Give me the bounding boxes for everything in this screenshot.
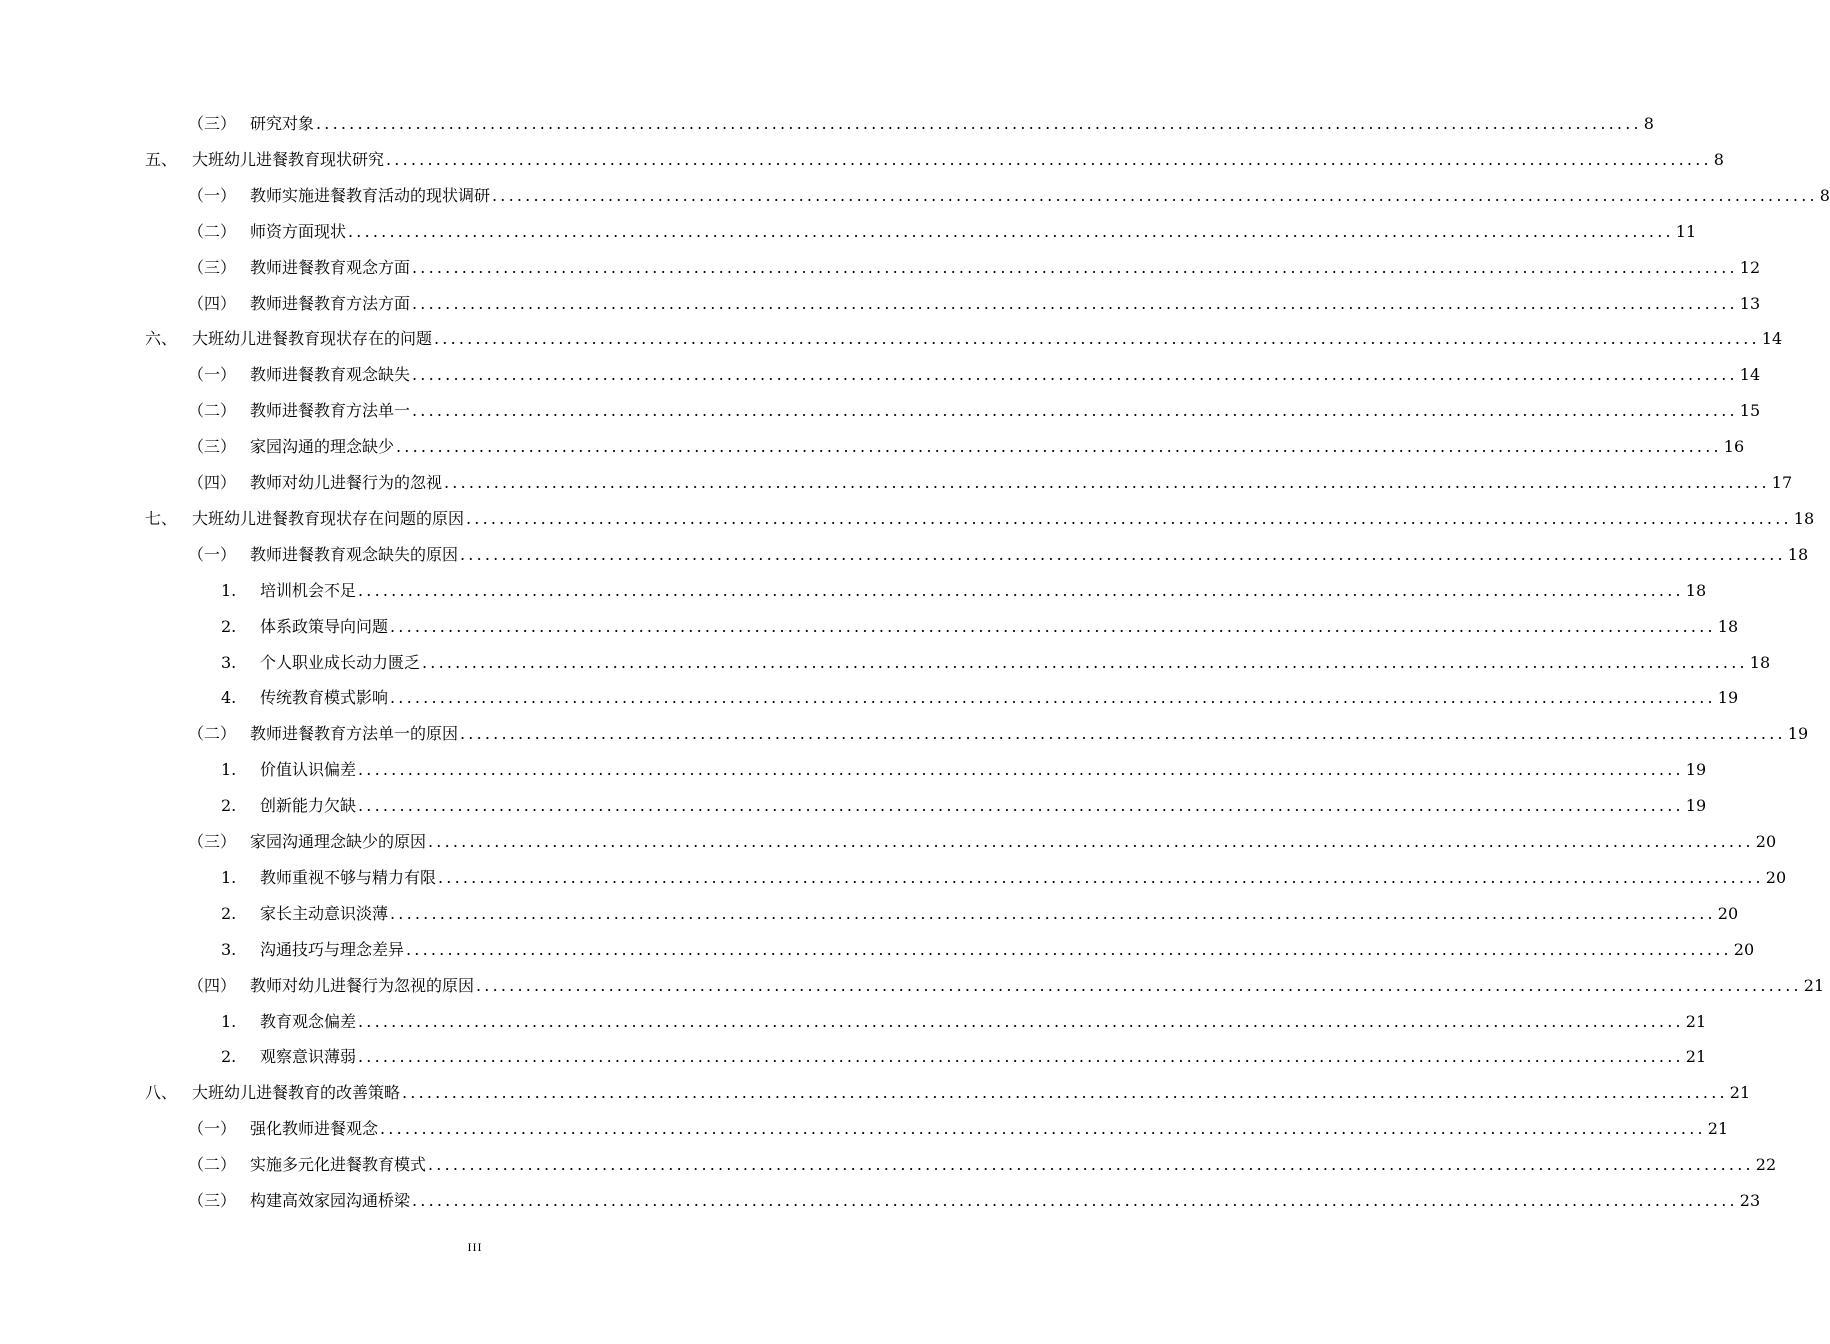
toc-entry-page-number: 13: [1739, 293, 1761, 313]
toc-entry[interactable]: [221, 1010, 1707, 1034]
toc-dot-leader: ................................................................................................................................................................: [476, 975, 1802, 995]
toc-entry-page-number: 21: [1729, 1083, 1751, 1103]
toc-dot-leader: ................................................................................................................................................................: [406, 939, 1732, 959]
page-number-footer: III: [467, 1240, 483, 1254]
toc-entry[interactable]: [221, 758, 1707, 782]
toc-entry-title: 家园沟通理念缺少的原因: [250, 832, 427, 851]
toc-dot-leader: ................................................................................................................................................................: [434, 329, 1760, 349]
toc-dot-leader: ................................................................................................................................................................: [358, 1011, 1684, 1031]
toc-entry[interactable]: [145, 327, 1783, 351]
toc-entry-number: 2.: [221, 616, 237, 636]
toc-entry[interactable]: [188, 292, 1761, 316]
toc-entry-number: （三）: [188, 437, 237, 457]
toc-entry-title: 大班幼儿进餐教育的改善策略: [192, 1083, 401, 1103]
toc-entry-page-number: 21: [1707, 1119, 1729, 1139]
toc-entry[interactable]: [188, 112, 1654, 136]
toc-entry[interactable]: [221, 866, 1787, 890]
toc-entry-title: 体系政策导向问题: [260, 616, 389, 636]
toc-entry[interactable]: [221, 686, 1739, 710]
toc-entry-page-number: 21: [1685, 1047, 1707, 1067]
toc-entry-page-number: 11: [1675, 221, 1697, 241]
toc-entry-title: 教师进餐教育观念缺失: [250, 365, 411, 385]
toc-dot-leader: ................................................................................................................................................................: [438, 867, 1764, 887]
toc-entry[interactable]: [188, 543, 1809, 567]
toc-entry-number: 2.: [221, 903, 237, 923]
toc-entry[interactable]: [188, 1153, 1777, 1177]
toc-entry[interactable]: [221, 651, 1771, 675]
toc-entry-title: 教师进餐教育观念缺失的原因: [250, 544, 459, 564]
toc-entry-number: （四）: [188, 473, 237, 492]
toc-entry-title: 教师重视不够与精力有限: [260, 867, 437, 887]
toc-entry-number: （二）: [188, 221, 237, 241]
toc-entry-title: 构建高效家园沟通桥梁: [250, 1191, 411, 1210]
toc-entry-number: 1.: [221, 760, 237, 780]
toc-dot-leader: ................................................................................................................................................................: [358, 760, 1684, 780]
toc-dot-leader: ................................................................................................................................................................: [412, 365, 1738, 385]
toc-entry-number: 1.: [221, 867, 237, 887]
toc-entry-number: （一）: [188, 185, 237, 205]
toc-entry[interactable]: [188, 399, 1761, 423]
toc-dot-leader: ................................................................................................................................................................: [396, 437, 1722, 457]
toc-entry-number: 1.: [221, 580, 237, 600]
toc-entry[interactable]: [145, 507, 1815, 531]
toc-dot-leader: ................................................................................................................................................................: [358, 580, 1684, 600]
toc-entry-number: （四）: [188, 293, 237, 313]
toc-entry-title: 培训机会不足: [260, 580, 357, 600]
toc-entry-title: 教师进餐教育方法方面: [250, 293, 411, 313]
toc-dot-leader: ................................................................................................................................................................: [358, 796, 1684, 816]
toc-entry-title: 价值认识偏差: [260, 760, 357, 780]
toc-dot-leader: ................................................................................................................................................................: [412, 257, 1738, 277]
toc-entry[interactable]: [188, 1117, 1729, 1141]
toc-entry[interactable]: [188, 722, 1809, 746]
toc-entry-title: 传统教育模式影响: [260, 688, 389, 708]
toc-dot-leader: ................................................................................................................................................................: [492, 185, 1818, 205]
toc-entry-page-number: 23: [1739, 1191, 1761, 1210]
toc-dot-leader: ................................................................................................................................................................: [386, 149, 1712, 169]
toc-dot-leader: ................................................................................................................................................................: [422, 652, 1748, 672]
toc-entry-page-number: 18: [1793, 508, 1815, 528]
toc-entry-page-number: 21: [1685, 1011, 1707, 1031]
toc-dot-leader: ................................................................................................................................................................: [460, 544, 1786, 564]
toc-entry-number: 3.: [221, 652, 237, 672]
toc-entry-number: （一）: [188, 544, 237, 564]
toc-entry-page-number: 22: [1755, 1155, 1777, 1175]
toc-entry-number: （二）: [188, 1155, 237, 1175]
toc-entry-number: （一）: [188, 365, 237, 385]
toc-entry-page-number: 20: [1755, 832, 1777, 851]
toc-entry-number: 1.: [221, 1011, 237, 1031]
toc-entry-number: 3.: [221, 939, 237, 959]
toc-dot-leader: ................................................................................................................................................................: [428, 832, 1754, 851]
toc-entry-title: 大班幼儿进餐教育现状研究: [192, 149, 385, 169]
toc-entry-title: 大班幼儿进餐教育现状存在问题的原因: [192, 508, 465, 528]
toc-entry[interactable]: [188, 220, 1697, 244]
toc-dot-leader: ................................................................................................................................................................: [390, 903, 1716, 923]
toc-dot-leader: ................................................................................................................................................................: [460, 724, 1786, 744]
toc-entry[interactable]: [221, 615, 1739, 639]
toc-entry-title: 教师实施进餐教育活动的现状调研: [250, 185, 491, 205]
toc-entry-title: 教师进餐教育观念方面: [250, 257, 411, 277]
toc-entry-title: 沟通技巧与理念差异: [260, 939, 405, 959]
toc-entry-page-number: 8: [1713, 149, 1724, 169]
toc-entry-number: 2.: [221, 1047, 237, 1067]
toc-dot-leader: ................................................................................................................................................................: [316, 114, 1642, 133]
toc-entry[interactable]: [188, 363, 1761, 387]
toc-entry-title: 强化教师进餐观念: [250, 1119, 379, 1139]
toc-dot-leader: ................................................................................................................................................................: [380, 1119, 1706, 1139]
toc-entry-page-number: 16: [1723, 437, 1745, 457]
toc-entry-title: 教师对幼儿进餐行为忽视的原因: [250, 975, 475, 995]
toc-entry[interactable]: [188, 974, 1825, 998]
toc-dot-leader: ................................................................................................................................................................: [402, 1083, 1728, 1103]
toc-dot-leader: ................................................................................................................................................................: [390, 688, 1716, 708]
toc-entry-title: 实施多元化进餐教育模式: [250, 1155, 427, 1175]
toc-entry-page-number: 14: [1761, 329, 1783, 349]
toc-dot-leader: ................................................................................................................................................................: [466, 508, 1792, 528]
toc-dot-leader: ................................................................................................................................................................: [428, 1155, 1754, 1175]
toc-entry-page-number: 12: [1739, 257, 1761, 277]
toc-entry-page-number: 19: [1717, 688, 1739, 708]
toc-entry-number: （三）: [188, 1191, 237, 1210]
toc-entry-title: 教育观念偏差: [260, 1011, 357, 1031]
toc-entry-number: 七、: [145, 508, 178, 528]
toc-entry-number: （四）: [188, 975, 237, 995]
toc-entry-title: 家长主动意识淡薄: [260, 903, 389, 923]
toc-entry-page-number: 19: [1787, 724, 1809, 744]
toc-dot-leader: ................................................................................................................................................................: [390, 616, 1716, 636]
toc-entry-page-number: 18: [1717, 616, 1739, 636]
toc-entry-number: 4.: [221, 688, 237, 708]
toc-entry-title: 教师进餐教育方法单一: [250, 401, 411, 421]
toc-entry-title: 创新能力欠缺: [260, 796, 357, 816]
toc-entry-title: 教师对幼儿进餐行为的忽视: [250, 473, 443, 492]
toc-entry-number: （二）: [188, 401, 237, 421]
toc-entry-page-number: 19: [1685, 760, 1707, 780]
toc-entry-page-number: 19: [1685, 796, 1707, 816]
toc-entry-title: 观察意识薄弱: [260, 1047, 357, 1067]
toc-entry-page-number: 15: [1739, 401, 1761, 421]
toc-entry-number: （三）: [188, 832, 237, 851]
toc-entry[interactable]: [221, 579, 1707, 603]
toc-entry-number: （三）: [188, 257, 237, 277]
toc-entry-number: 六、: [145, 329, 178, 349]
toc-entry[interactable]: [221, 1045, 1707, 1069]
toc-entry-number: （三）: [188, 114, 237, 133]
toc-entry-page-number: 18: [1787, 544, 1809, 564]
toc-entry[interactable]: [188, 256, 1761, 280]
toc-entry-number: 2.: [221, 796, 237, 816]
toc-entry[interactable]: [145, 148, 1724, 172]
toc-entry[interactable]: [188, 435, 1745, 459]
toc-dot-leader: ................................................................................................................................................................: [412, 401, 1738, 421]
toc-entry[interactable]: [188, 830, 1777, 854]
toc-entry-page-number: 20: [1717, 903, 1739, 923]
toc-entry-page-number: 8: [1819, 185, 1830, 205]
toc-entry-number: （一）: [188, 1119, 237, 1139]
toc-entry-page-number: 18: [1749, 652, 1771, 672]
toc-entry-page-number: 21: [1803, 975, 1825, 995]
toc-entry-page-number: 20: [1733, 939, 1755, 959]
toc-entry-number: 八、: [145, 1083, 178, 1103]
toc-dot-leader: ................................................................................................................................................................: [348, 221, 1674, 241]
toc-dot-leader: ................................................................................................................................................................: [444, 473, 1770, 492]
toc-entry-title: 大班幼儿进餐教育现状存在的问题: [192, 329, 433, 349]
toc-dot-leader: ................................................................................................................................................................: [412, 293, 1738, 313]
toc-dot-leader: ................................................................................................................................................................: [412, 1191, 1738, 1210]
toc-entry-number: 五、: [145, 149, 178, 169]
toc-entry[interactable]: [221, 794, 1707, 818]
toc-entry-title: 教师进餐教育方法单一的原因: [250, 724, 459, 744]
toc-entry-page-number: 14: [1739, 365, 1761, 385]
toc-entry-page-number: 20: [1765, 867, 1787, 887]
toc-entry-title: 师资方面现状: [250, 221, 347, 241]
toc-entry[interactable]: [188, 184, 1830, 208]
toc-entry-page-number: 17: [1771, 473, 1793, 492]
toc-entry-title: 个人职业成长动力匮乏: [260, 652, 421, 672]
toc-entry[interactable]: [188, 471, 1793, 495]
toc-entry-page-number: 18: [1685, 580, 1707, 600]
toc-entry-title: 研究对象: [250, 114, 315, 133]
toc-entry-page-number: 8: [1643, 114, 1654, 133]
toc-entry[interactable]: [221, 938, 1755, 962]
toc-entry-number: （二）: [188, 724, 237, 744]
toc-entry[interactable]: [145, 1081, 1751, 1105]
toc-entry-title: 家园沟通的理念缺少: [250, 437, 395, 457]
toc-entry[interactable]: [188, 1189, 1761, 1213]
toc-entry[interactable]: [221, 902, 1739, 926]
toc-dot-leader: ................................................................................................................................................................: [358, 1047, 1684, 1067]
